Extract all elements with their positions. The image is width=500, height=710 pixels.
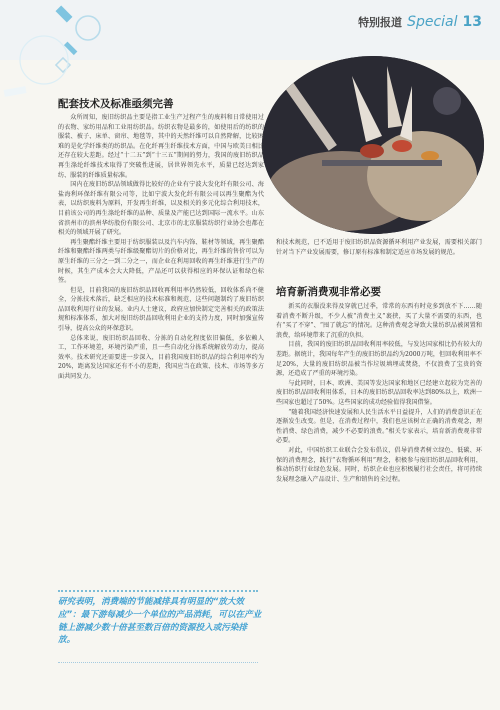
article-column-right-top — [276, 238, 482, 278]
paragraph: 新买的衣服没来得及穿就已过季，常常的东西有时竟多到放不下……随着消费不断升级，不少人被“消费主义”裹挟，买了大量不需要的东西，也有“买了不穿”、“囤了就忘”的情况。这种消费观念导致大量纺织品被闲置和浪费，给环境带来了沉重的负担。 — [276, 303, 482, 339]
column-tag: 特别报道 — [358, 16, 403, 29]
paragraph: 对此，中国纺织工业联合会发布倡议，倡导消费者树立绿色、低碳、环保的消费理念，践行“衣物循环利用”理念，积极参与废旧纺织品回收利用，推动纺织行业绿色发展。同时，纺织企业也应积极履行社会责任，将可持续发展理念融入产品设计、生产和销售的全过程。 — [276, 446, 482, 483]
paragraph: 目前，我国的废旧纺织品回收利用率较低，与发达国家相比仍有较大的差距。据统计，我国每年产生的废旧纺织品约为2000万吨，但回收利用率不足20%，大量的废旧纺织品被当作垃圾填埋或焚烧，不仅浪费了宝贵的资源，还造成了严重的环境污染。 — [276, 341, 482, 378]
pull-quote: 研究表明，消费端的节能减排具有明显的“放大效应”：最下游每减少一个单位的产品消耗，可以在产业链上游减少数十倍甚至数百倍的资源投入或污染排放。 — [58, 597, 262, 646]
section-title-standards: 配套技术及标准亟须完善 — [58, 98, 174, 110]
column-special-label: Special — [407, 14, 458, 30]
article-column-left — [58, 113, 264, 587]
paragraph: 众所周知，废旧纺织品主要是指工业生产过程产生的废料和日常使用过的衣物、家纺用品和工业用纺织品。纺织衣物是最多的，如使用后的纺织的服装、被子、床单、窗帘、地毯等，其中的天然纤维可以自然降解，比较困难的是化学纤维类的纺织品。在化纤再生纤维技术方面，中国与欧美日相比还存在较大差距。经过“十二五”到“十三五”期间的努力，我国的废旧纺织品再生涤纶纤维技术取得了突破性进展，居世界领先水平，质量已经达到家纺、服装的纤维质量标准。 — [58, 114, 264, 179]
paragraph: 与此同时，日本、欧洲、美国等发达国家和地区已经建立起较为完善的废旧纺织品回收利用体系，日本的废旧纺织品回收率达到80%以上，欧洲一些国家也超过了50%。这些国家的成功经验值得我国借鉴。 — [276, 379, 482, 406]
paragraph: 国内在废旧纺织品领域做得比较好的企业有宁波大发化纤有限公司、海盐海利环保纤维有限公司等，比如宁波大发化纤有限公司以再生聚酯为代表，以纺织废料为原料，开发再生纤维，以及相关的多元化综合利用技术，目前该公司的再生涤纶纤维的品种、质量及产能已达到国际一流水平。山东省滨州市的滨州华纺股份有限公司、北京市的北京服装纺织行业协会也都在相关的领域开展了研究。 — [58, 181, 264, 237]
article-photo — [262, 56, 484, 234]
paragraph: 和技术规范，已不适用于废旧纺织品资源循环利用产业发展，需要相关部门针对当下产业发展需要，修订原有标准和制定适应市场发展的规范。 — [276, 239, 482, 256]
paragraph: 再生聚酯纤维主要用于纺织服装以及汽车内饰、鞋材等领域，再生聚酯纤维和聚酯纤维两类与纤维级聚酯切片的价格对比，再生纤维的售价可以为原生纤维的三分之一到二分之一，而企业在利用回收的再生纤维进行生产的时候，其生产成本会大大降低，产品还可以获得相应的环保认证和绿色标签。 — [58, 238, 264, 285]
paragraph: “随着我国经济快速发展和人民生活水平日益提升，人们的消费意识正在逐渐发生改变。但是，在消费过程中，我们也应该树立正确的消费观念，理性消费、绿色消费，减少不必要的浪费。”相关专家表示，培育新消费观非常必要。 — [276, 408, 482, 445]
quote-divider — [58, 590, 258, 592]
section-title-consumption: 培育新消费观非常必要 — [276, 286, 381, 298]
decorative-graphic-icon — [0, 0, 110, 110]
footer-divider — [58, 662, 258, 663]
article-column-right — [276, 302, 482, 697]
page-number: 13 — [462, 14, 482, 30]
paragraph: 但是，目前我国的废旧纺织品回收再利用率仍然较低，回收体系尚不健全，分拣技术落后，缺乏相应的技术标准和规范，这些问题制约了废旧纺织品回收利用行业的发展。业内人士建议，政府应加快制定完善相关的政策法规和标准体系，加大对废旧纺织品回收利用企业的支持力度，同时加强宣传引导，提高公众的环保意识。 — [58, 286, 264, 333]
header — [358, 14, 482, 30]
paragraph: 总体来说，废旧纺织品回收、分拣的自动化程度依旧偏低，多依赖人工，工作环境差，环境污染严重，且一些自动化分拣系统解放劳动力，提高效率。技术研究还需要进一步深入，目前我国废旧纺织品的综合利用率约为20%，距离发达国家还有不小的差距，我国应当在政策、技术、市场等多方面共同发力。 — [58, 334, 264, 381]
